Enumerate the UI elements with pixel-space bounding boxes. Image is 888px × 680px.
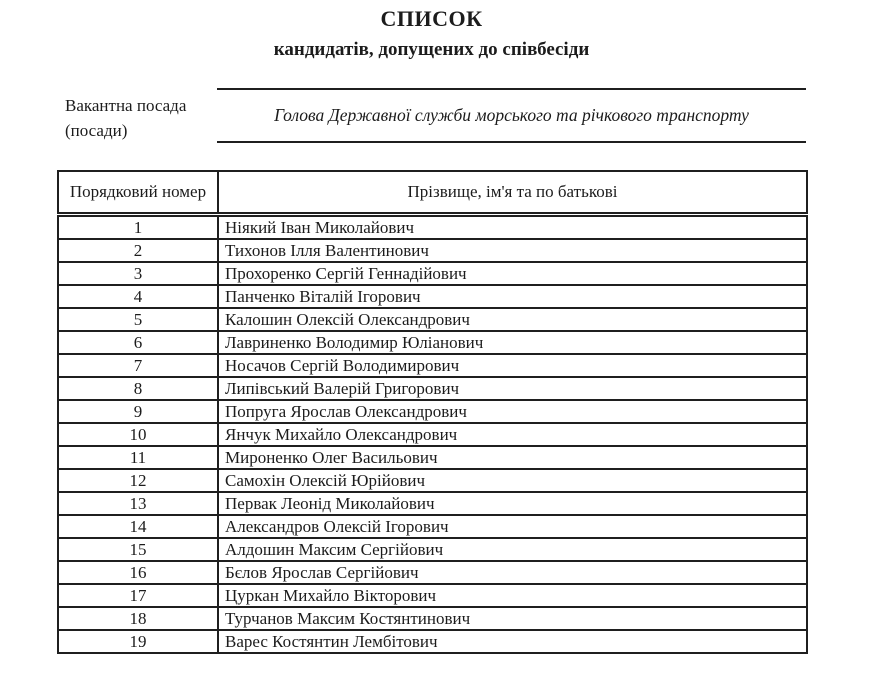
vacancy-value: Голова Державної служби морського та річкового транспорту: [274, 105, 749, 125]
candidate-name: Варес Костянтин Лембітович: [218, 630, 807, 653]
table-row: [58, 561, 807, 584]
table-row: [58, 423, 807, 446]
candidate-name: Первак Леонід Миколайович: [218, 492, 807, 515]
table-row: [58, 239, 807, 262]
candidate-name: Лавриненко Володимир Юліанович: [218, 331, 807, 354]
candidate-name: Калошин Олексій Олександрович: [218, 308, 807, 331]
table-row: [58, 446, 807, 469]
row-ordinal-number: 16: [58, 561, 218, 584]
row-ordinal-number: 3: [58, 262, 218, 285]
candidate-name: Панченко Віталій Ігорович: [218, 285, 807, 308]
page-title: СПИСОК: [380, 6, 483, 31]
candidate-name: Самохін Олексій Юрійович: [218, 469, 807, 492]
row-ordinal-number: 18: [58, 607, 218, 630]
table-row: [58, 262, 807, 285]
table-row: [58, 630, 807, 653]
table-row: [58, 515, 807, 538]
candidate-name: Прохоренко Сергій Геннадійович: [218, 262, 807, 285]
header-ordinal-number: Порядковий номер: [58, 171, 218, 214]
row-ordinal-number: 12: [58, 469, 218, 492]
row-ordinal-number: 6: [58, 331, 218, 354]
candidate-name: Носачов Сергій Володимирович: [218, 354, 807, 377]
vacancy-label-line1: Вакантна посада: [65, 96, 187, 115]
candidate-name: Тихонов Ілля Валентинович: [218, 239, 807, 262]
table-row: [58, 214, 807, 239]
row-ordinal-number: 9: [58, 400, 218, 423]
row-ordinal-number: 10: [58, 423, 218, 446]
table-row: [58, 308, 807, 331]
table-row: [58, 331, 807, 354]
table-row: [58, 584, 807, 607]
row-ordinal-number: 8: [58, 377, 218, 400]
candidates-tbody: [58, 214, 807, 653]
table-row: [58, 538, 807, 561]
candidate-name: Ніякий Іван Миколайович: [218, 214, 807, 239]
table-row: [58, 607, 807, 630]
vacancy-field: [217, 88, 806, 143]
row-ordinal-number: 11: [58, 446, 218, 469]
vacancy-section: [57, 88, 806, 143]
candidates-table-head: [58, 171, 807, 214]
table-row: [58, 285, 807, 308]
row-ordinal-number: 5: [58, 308, 218, 331]
candidate-name: Турчанов Максим Костянтинович: [218, 607, 807, 630]
document-page: [57, 0, 806, 654]
row-ordinal-number: 15: [58, 538, 218, 561]
row-ordinal-number: 4: [58, 285, 218, 308]
header-full-name: Прізвище, ім'я та по батькові: [218, 171, 807, 214]
candidate-name: Алдошин Максим Сергійович: [218, 538, 807, 561]
candidate-name: Бєлов Ярослав Сергійович: [218, 561, 807, 584]
candidate-name: Александров Олексій Ігорович: [218, 515, 807, 538]
row-ordinal-number: 1: [58, 214, 218, 239]
table-row: [58, 377, 807, 400]
vacancy-label-line2: (посади): [65, 121, 128, 140]
row-ordinal-number: 13: [58, 492, 218, 515]
vacancy-label: [57, 88, 217, 143]
candidate-name: Цуркан Михайло Вікторович: [218, 584, 807, 607]
table-row: [58, 400, 807, 423]
candidate-name: Янчук Михайло Олександрович: [218, 423, 807, 446]
row-ordinal-number: 14: [58, 515, 218, 538]
header-row: [58, 171, 807, 214]
candidate-name: Липівський Валерій Григорович: [218, 377, 807, 400]
table-row: [58, 469, 807, 492]
row-ordinal-number: 2: [58, 239, 218, 262]
row-ordinal-number: 17: [58, 584, 218, 607]
table-row: [58, 492, 807, 515]
table-row: [58, 354, 807, 377]
candidate-name: Попруга Ярослав Олександрович: [218, 400, 807, 423]
row-ordinal-number: 19: [58, 630, 218, 653]
candidates-table: [57, 170, 808, 654]
page-subtitle: кандидатів, допущених до співбесіди: [273, 39, 590, 60]
candidate-name: Мироненко Олег Васильович: [218, 446, 807, 469]
row-ordinal-number: 7: [58, 354, 218, 377]
